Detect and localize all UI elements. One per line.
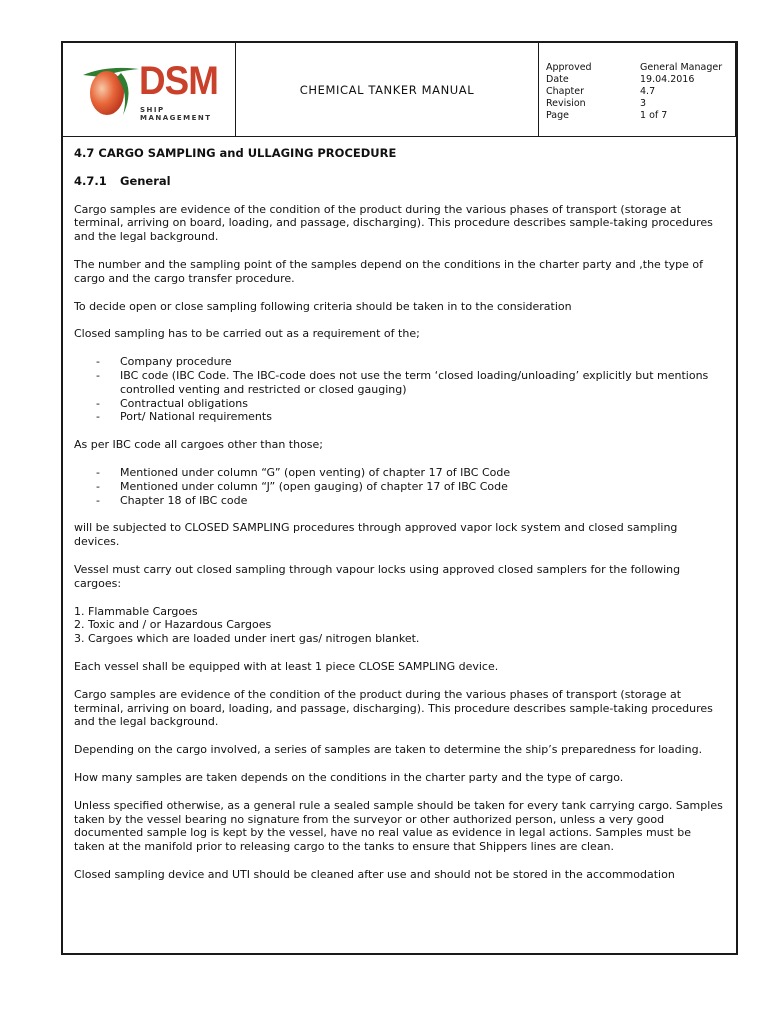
paragraph: Closed sampling device and UTI should be cleaned after use and should not be stored in the accommodation <box>74 867 675 881</box>
logo-subtext: SHIP MANAGEMENT <box>140 106 212 122</box>
subsection-title: General <box>120 173 171 188</box>
meta-cell <box>539 43 736 136</box>
paragraph: Each vessel shall be equipped with at least 1 piece CLOSE SAMPLING device. <box>74 659 499 673</box>
meta-row-date: Date 19.04.2016 <box>546 74 695 85</box>
paragraph: Unless specified otherwise, as a general rule a sealed sample should be taken for every tank carrying cargo. Samples taken by the vessel bearing no signature from the surveyor or other authorized person, unless a very good documented sample log is kept by the vessel, have no real value as evidence in legal actions. Samples must be taken at the manifold prior to releasing cargo to the tanks to ensure that Shippers lines are clean. <box>74 798 723 854</box>
cargo-category-list <box>74 605 724 646</box>
list-item: - IBC code (IBC Code. The IBC-code does not use the term ‘closed loading/unloading’ explicitly but mentions controlled venting and restricted or closed gauging) <box>96 368 709 396</box>
list-item: - Chapter 18 of IBC code <box>96 493 248 507</box>
requirements-list <box>74 355 724 424</box>
document-header <box>63 43 736 137</box>
paragraph: As per IBC code all cargoes other than those; <box>74 438 324 452</box>
paragraph: Cargo samples are evidence of the condition of the product during the various phases of transport (storage at terminal, arriving on board, loading, and passage, discharging). This procedure describes sample-taking procedures and the legal background. <box>74 202 713 244</box>
list-item: - Contractual obligations <box>96 396 248 410</box>
list-item: 2. Toxic and / or Hazardous Cargoes <box>74 618 272 632</box>
paragraph: Closed sampling has to be carried out as a requirement of the; <box>74 327 420 341</box>
document-meta <box>546 62 722 122</box>
document-body <box>74 147 724 896</box>
list-item: - Mentioned under column “J” (open gauging) of chapter 17 of IBC Code <box>96 479 508 493</box>
paragraph: How many samples are taken depends on the conditions in the charter party and the type of cargo. <box>74 770 624 784</box>
logo-emblem-icon <box>77 59 143 119</box>
title-cell <box>236 43 539 136</box>
meta-row-chapter: Chapter 4.7 <box>546 86 656 97</box>
paragraph: Depending on the cargo involved, a series of samples are taken to determine the ship’s preparedness for loading. <box>74 743 703 757</box>
meta-row-approved: Approved General Manager <box>546 62 723 73</box>
list-item: - Company procedure <box>96 355 232 369</box>
meta-row-page: Page 1 of 7 <box>546 110 668 121</box>
list-item: - Port/ National requirements <box>96 410 272 424</box>
company-logo <box>77 59 227 122</box>
subsection-number: 4.7.1 <box>74 173 107 188</box>
list-item: 3. Cargoes which are loaded under inert gas/ nitrogen blanket. <box>74 632 420 646</box>
logo-cell <box>63 43 236 136</box>
list-item: - Mentioned under column “G” (open venting) of chapter 17 of IBC Code <box>96 465 511 479</box>
manual-title: CHEMICAL TANKER MANUAL <box>299 82 475 97</box>
section-heading: 4.7 CARGO SAMPLING and ULLAGING PROCEDURE <box>74 146 397 160</box>
list-item: 1. Flammable Cargoes <box>74 604 198 618</box>
logo-wordmark: DSM <box>139 59 219 103</box>
paragraph: Cargo samples are evidence of the condition of the product during the various phases of transport (storage at terminal, arriving on board, loading, and passage, discharging). This procedure describes sample-taking procedures and the legal background. <box>74 687 713 729</box>
exceptions-list <box>74 466 724 507</box>
meta-row-revision: Revision 3 <box>546 98 647 109</box>
paragraph: Vessel must carry out closed sampling through vapour locks using approved closed samplers for the following cargoes: <box>74 562 681 590</box>
document-page <box>61 41 738 955</box>
paragraph: To decide open or close sampling following criteria should be taken in to the consideration <box>74 299 572 313</box>
subsection-heading <box>74 175 724 189</box>
paragraph: The number and the sampling point of the samples depend on the conditions in the charter party and ,the type of cargo and the cargo transfer procedure. <box>74 257 703 285</box>
paragraph: will be subjected to CLOSED SAMPLING procedures through approved vapor lock system and closed sampling devices. <box>74 521 678 549</box>
